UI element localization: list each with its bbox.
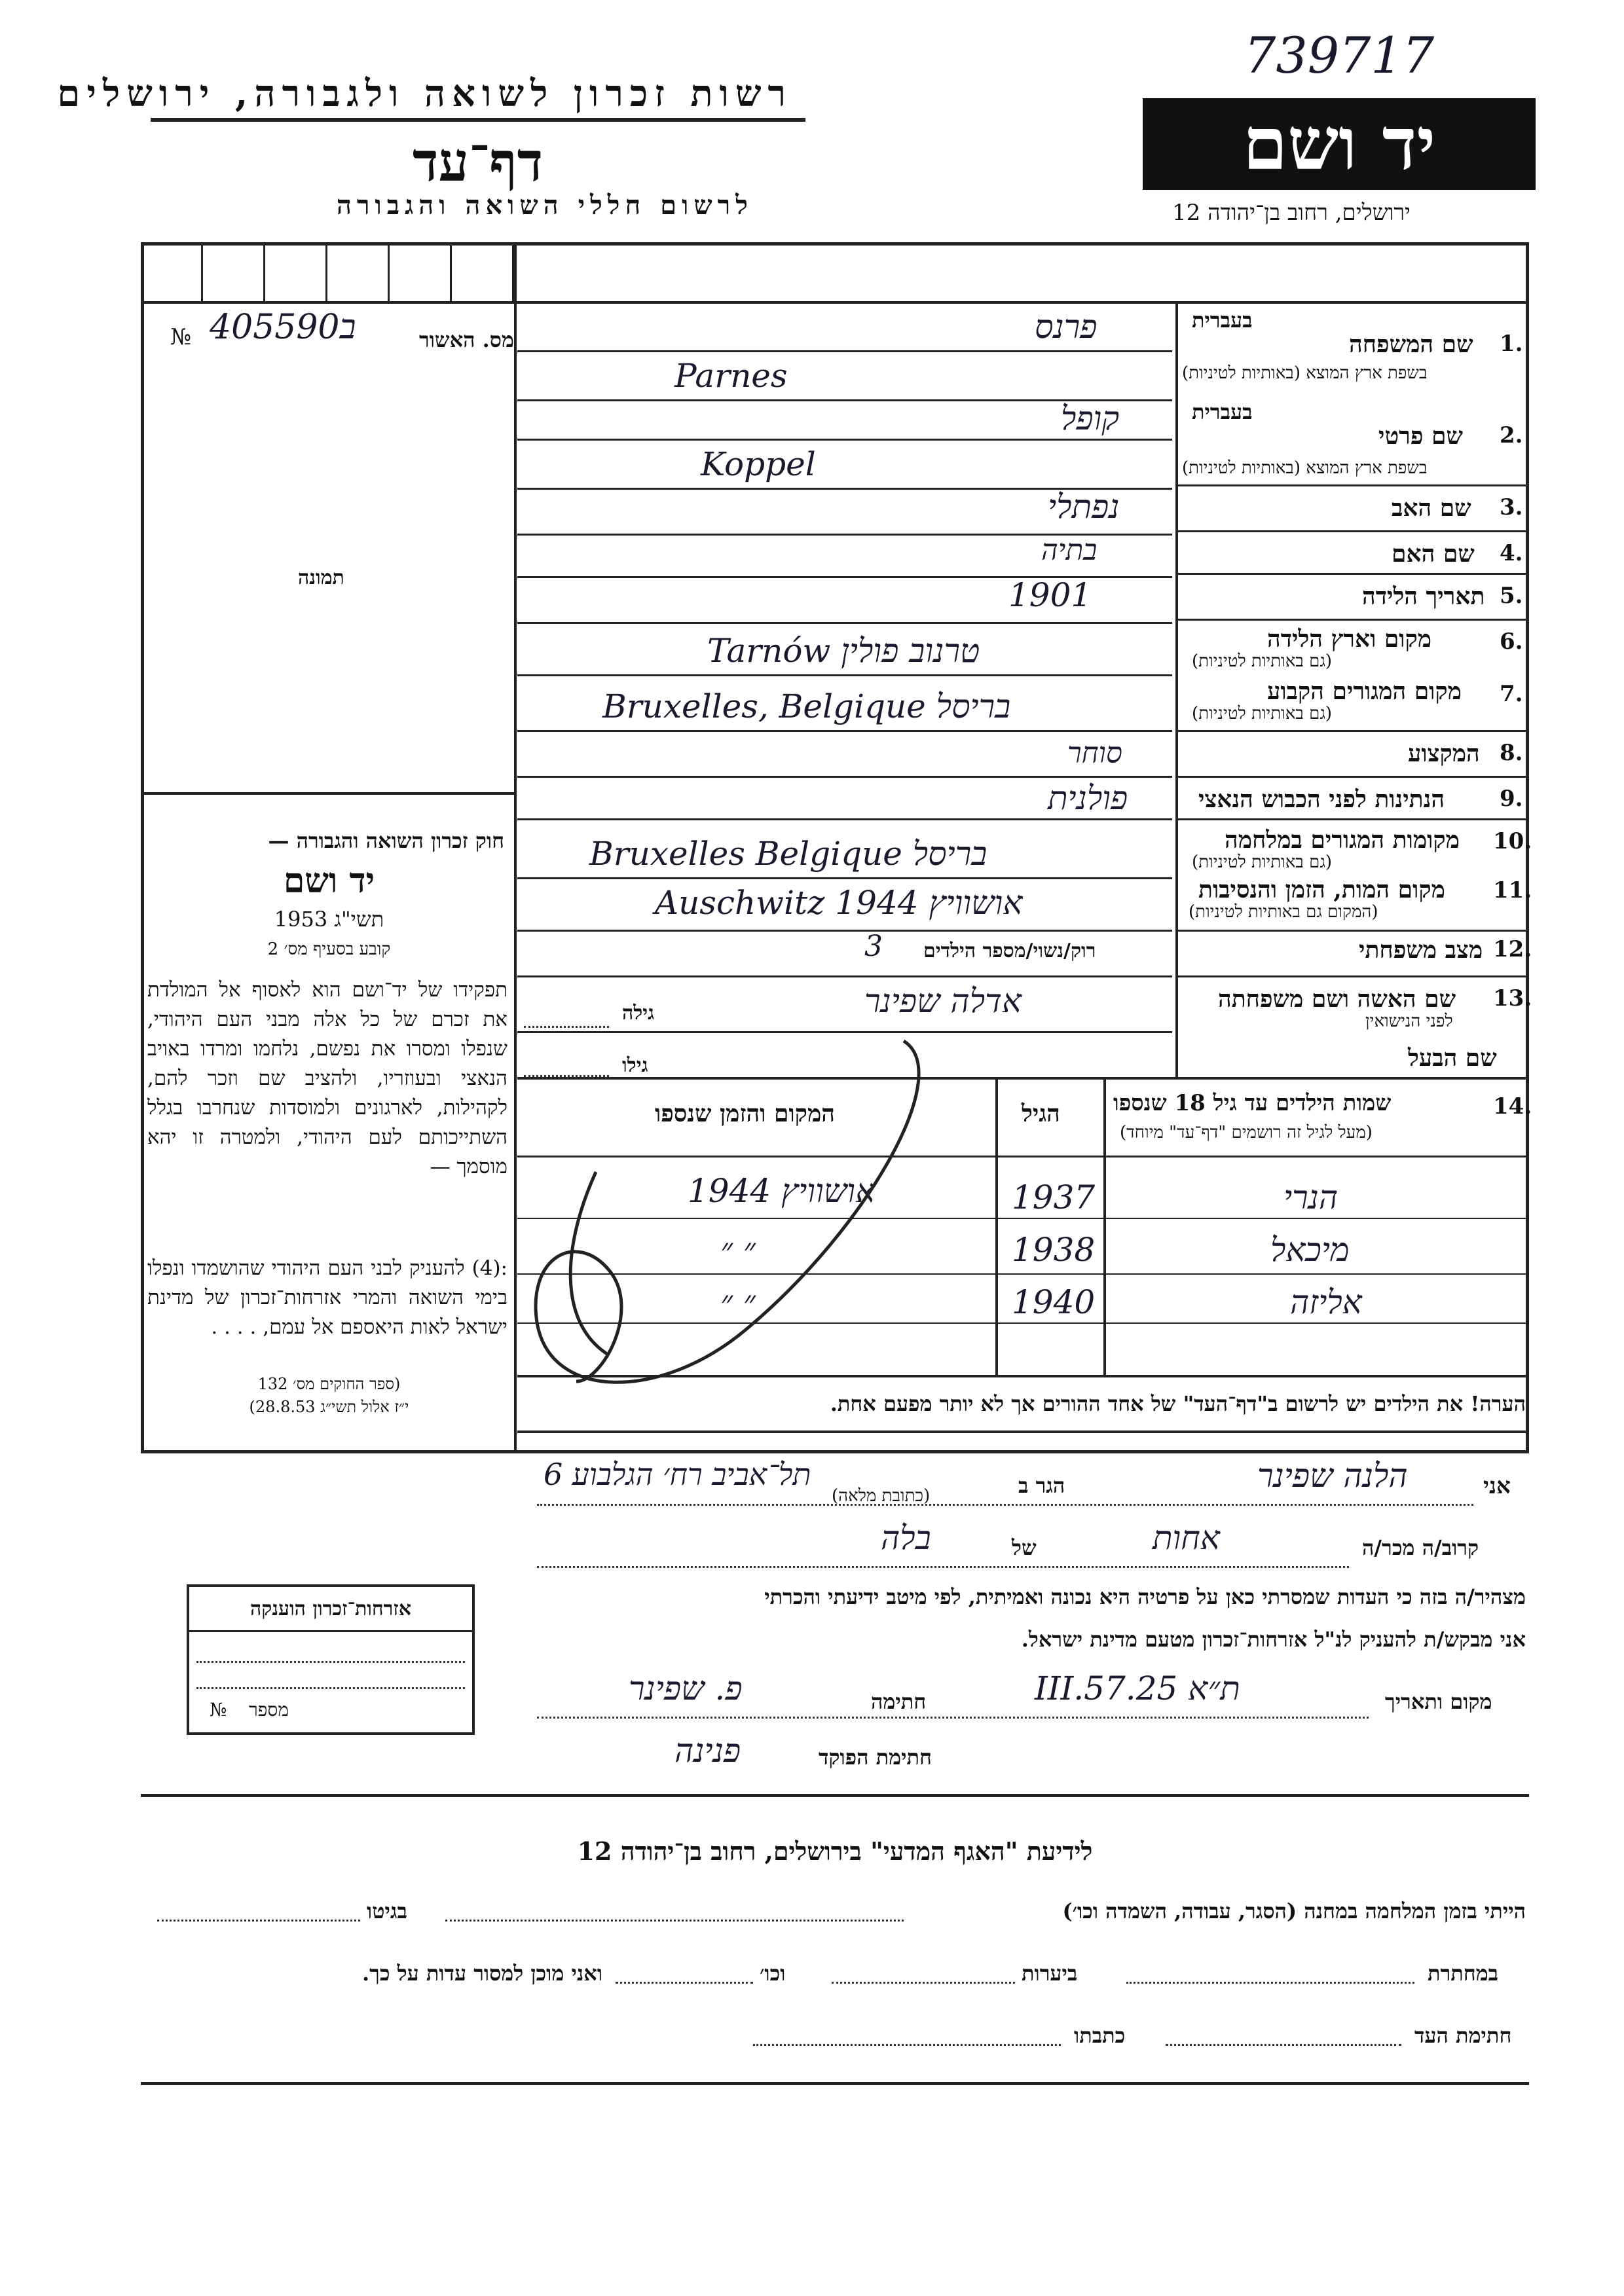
photo-bottom-rule [141,792,514,795]
place-date-value: ת״א 25.III.57 [1035,1669,1240,1707]
field-7-label: מקום המגורים הקבוע [1267,678,1462,705]
law-reference-1: (ספר החוקים מס׳ 132 [257,1375,401,1393]
top-boxes [141,242,514,301]
field-3-label: שם האב [1392,494,1471,522]
footer-line1-ghetto: בגיטו [367,1899,407,1923]
field-1-value-latin: Parnes [674,357,788,395]
children-place-column: המקום והזמן שנספו [655,1100,835,1127]
law-reference-2: י״ז אלול תשי״ג 28.8.53) [249,1398,409,1416]
relation-label: קרוב/ה מכר/ה [1362,1535,1479,1560]
row-separator [1175,573,1529,575]
husband-label: שם הבעל [1408,1044,1497,1072]
child-1-age: 1937 [1012,1178,1096,1216]
field-2-value-latin: Koppel [701,445,816,483]
top-rule [141,301,1529,304]
row-separator [1175,818,1529,820]
citizenship-line [196,1660,465,1663]
declaration-address: תל־אביב רח׳ הגלבוע 6 [544,1457,811,1492]
field-12-children-count: 3 [864,930,883,963]
field-3-number: 3. [1500,494,1523,520]
field-13-number: 13. [1493,985,1532,1011]
value-line [517,818,1172,820]
law-text-1: תפקידו של יד־ושם הוא לאסוף אל המולדת את זכרם של כל אלה מבני העם היהודי, שנפלו ומסרו את נפשם, נלחמו ומרדו באויב הנאצי ובעוזריו, ולהציב שם וזכר להם, לקהילות, לארגונים ולמוסדות שנחרבו בגלל השתייכותם לעם היהודי, ולמטרה זו יהא מוסמך — [147,978,507,1178]
footer-witness-address-field [753,2043,1061,2046]
footer-line2-etc: וכו׳ [760,1961,786,1986]
field-10-label: מקומות המגורים במלחמה [1225,826,1460,854]
field-6-sub: (גם באותיות לטיניות) [1192,651,1333,671]
ink-scribble [498,1015,969,1421]
value-line [517,877,1172,879]
field-13-label: שם האשה ושם משפחתה [1218,985,1456,1013]
declaration-i-label: אני [1483,1473,1511,1499]
footer-line2-forests-field [832,1980,1015,1984]
field-10-number: 10. [1493,828,1532,854]
field-2-sub: בשפת ארץ המוצא (באותיות לטיניות) [1182,458,1428,478]
field-11-sub: (המקום גם באותיות לטיניות) [1189,902,1378,922]
field-12-label: מצב משפחתי [1359,936,1483,964]
handwritten-reference-number: 739717 [1244,26,1435,84]
field-3-value: נפתלי [1048,488,1120,526]
row-separator [1175,930,1529,932]
field-5-value: 1901 [1008,576,1092,614]
field-4-value: בתיה [1041,534,1098,567]
field-4-label: שם האם [1392,540,1475,568]
children-age-column: הגיל [1022,1100,1060,1127]
child-1-place: אושוויץ 1944 [688,1172,876,1210]
field-11-value: אושוויץ Auschwitz 1944 [655,884,1023,922]
footer-line2-underground: במחתרת [1428,1961,1499,1986]
header-address: ירושלים, רחוב בן־יהודה 12 [1172,200,1411,226]
footer-witness-signature: חתימת העד [1414,2023,1512,2048]
note-rule [517,1430,1529,1433]
field-2-label: שם פרטי [1378,422,1463,450]
photo-label: תמונה [298,566,344,589]
husband-age-label: גילו [622,1054,648,1077]
field-2-number: 2. [1500,422,1523,448]
field-7-number: 7. [1500,681,1523,707]
declaration-request: אני מבקש/ת להעניק לנ"ל אזרחות־זכרון מטעם מדינת ישראל. [1021,1627,1526,1652]
place-date-line [537,1715,1369,1719]
field-6-number: 6. [1500,629,1523,655]
declaration-address-note: (כתובת מלאה) [832,1486,931,1506]
declaration-name: הלנה שפינר [1257,1457,1408,1495]
value-line [517,439,1172,441]
field-1-label: שם המשפחה [1349,331,1473,358]
value-line [517,730,1172,732]
field-10-sub: (גם באותיות לטיניות) [1192,852,1333,872]
child-2-age: 1938 [1012,1231,1096,1269]
law-text-2: :(4) להעניק לבני העם היהודי שהושמדו ונפלו בימי השואה והמרי אזרחות־זכרון של מדינת ישראל לאות היאספם אל עמם, . . . . [147,1256,507,1339]
officer-label: חתימת הפוקד [819,1745,932,1770]
yad-vashem-logo: יד ושם [1143,98,1536,190]
approval-number-value: ב405590 [210,308,356,347]
field-8-number: 8. [1500,740,1523,766]
value-line [517,622,1172,624]
declaration-statement: מצהיר/ה בזה כי העדות שמסרתי כאן על פרטיה היא נכונה ואמיתית, לפי מיטב ידיעתי והכרתי [764,1584,1526,1609]
child-3-place: ״ ״ [720,1283,756,1321]
field-8-label: המקצוע [1408,740,1480,767]
row-separator [1175,730,1529,732]
law-clause: קובע בסעיף מס׳ 2 [267,939,391,959]
officer-signature: פנינה [674,1732,741,1770]
footer-witness-address: כתבתו [1074,2023,1126,2048]
form-title: דף־עד [413,131,544,194]
field-4-number: 4. [1500,540,1523,566]
value-line [517,674,1172,676]
child-2-name: מיכאל [1270,1231,1350,1269]
footer-line2-etc-field [616,1980,753,1984]
children-subheading: (מעל לגיל זה רושמים "דף־עד" מיוחד) [1120,1123,1373,1142]
of-label: של [1012,1535,1037,1560]
field-2-hebrew-tag: בעברית [1192,399,1253,424]
footer-bottom-rule [141,2082,1529,2085]
footer-top-rule [141,1794,1529,1797]
citizenship-line [196,1686,465,1689]
field-9-number: 9. [1500,786,1523,812]
citizenship-number-label: מספר [249,1699,289,1721]
child-3-age: 1940 [1012,1283,1096,1321]
field-1-sub: בשפת ארץ המוצא (באותיות לטיניות) [1182,363,1428,383]
approval-number-symbol: № [170,324,192,350]
field-7-value: בריסל Bruxelles, Belgique [602,687,1011,725]
field-12-number: 12. [1493,936,1532,962]
citizenship-number-symbol: № [210,1699,227,1721]
footer-line2-testimony: ואני מוכן למסור עדות על כך. [361,1961,602,1986]
field-9-value: פולנית [1048,779,1128,817]
children-heading: שמות הילדים עד גיל 18 שנספו [1113,1090,1392,1116]
citizenship-title: אזרחות־זכרון הוענקה [249,1597,412,1620]
field-9-label: הנתינות לפני הכבוש הנאצי [1198,786,1445,813]
signature-value: פ. שפינר [629,1669,743,1707]
row-separator [1175,530,1529,532]
approval-number-label: מס. האשור [419,327,514,352]
field-7-sub: (גם באותיות לטיניות) [1192,704,1333,723]
child-3-name: אליזה [1290,1283,1362,1321]
field-13-value: אדלה שפינר [864,982,1022,1020]
field-5-label: תאריך הלידה [1362,583,1485,610]
of-value: בלה [881,1519,931,1557]
footer-line1-camp: הייתי בזמן המלחמה במחנה (הסגר, עבודה, השמדה וכו׳) [1062,1899,1526,1923]
row-separator [1175,776,1529,778]
declaration-living-label: הגר ב [1018,1473,1065,1498]
footer-line2-underground-field [1126,1980,1414,1984]
law-heading: חוק זכרון השואה והגבורה — [268,828,504,853]
place-date-label: מקום ותאריך [1385,1689,1492,1714]
organization-name: רשות זכרון לשואה ולגבורה, ירושלים [57,72,792,115]
relation-value: אחות [1153,1519,1220,1557]
value-line [517,930,1172,932]
field-1-value-hebrew: פרנס [1035,308,1098,346]
value-line [517,975,1172,977]
child-2-place: ״ ״ [720,1231,756,1269]
footer-heading: לידיעת "האגף המדעי" בירושלים, רחוב בן־יהודה 12 [577,1836,1093,1866]
row-separator [1175,484,1529,486]
citizenship-title-rule [187,1630,475,1632]
children-col-divider [1103,1077,1106,1375]
declaration-line [537,1503,1473,1506]
field-6-label: מקום וארץ הלידה [1267,625,1432,653]
child-1-name: הנרי [1283,1178,1338,1216]
field-6-value: טרנוב פולין Tarnów [707,632,980,670]
field-12-status-label: רוק/נשוי/מספר הילדים [923,939,1096,962]
value-line [517,350,1172,352]
footer-witness-signature-field [1166,2043,1401,2046]
footer-line2-forests: ביערות [1022,1961,1078,1986]
value-line [517,776,1172,778]
row-separator [1175,975,1529,977]
children-number: 14. [1493,1093,1532,1120]
form-subtitle: לרשום חללי השואה והגבורה [336,190,753,221]
label-column-divider [1175,301,1178,1077]
field-10-value: בריסל Bruxelles Belgique [589,835,987,873]
header-rule [151,118,805,122]
field-5-number: 5. [1500,583,1523,609]
field-2-value-hebrew: קופל [1061,399,1120,437]
field-11-number: 11. [1493,877,1532,903]
footer-line1-ghetto-field [157,1918,360,1922]
field-1-hebrew-tag: בעברית [1192,308,1253,333]
children-col-divider [995,1077,998,1375]
field-11-label: מקום המות, הזמן והנסיבות [1198,876,1445,903]
note-text: הערה! את הילדים יש לרשום ב"דף־העד" של אחד ההורים אך לא יותר מפעם אחת. [830,1391,1526,1416]
field-13-sub: לפני הנישואין [1365,1011,1453,1031]
law-name: יד ושם [283,861,375,901]
signature-label: חתימה [871,1689,927,1714]
field-1-number: 1. [1500,331,1523,357]
relation-line [537,1565,1349,1568]
footer-line1-camp-field [445,1918,904,1922]
law-year: תשי"ג 1953 [274,907,384,932]
field-8-value: סוחר [1067,737,1122,770]
wife-age-label: גילה [622,1002,655,1025]
row-separator [1175,619,1529,621]
